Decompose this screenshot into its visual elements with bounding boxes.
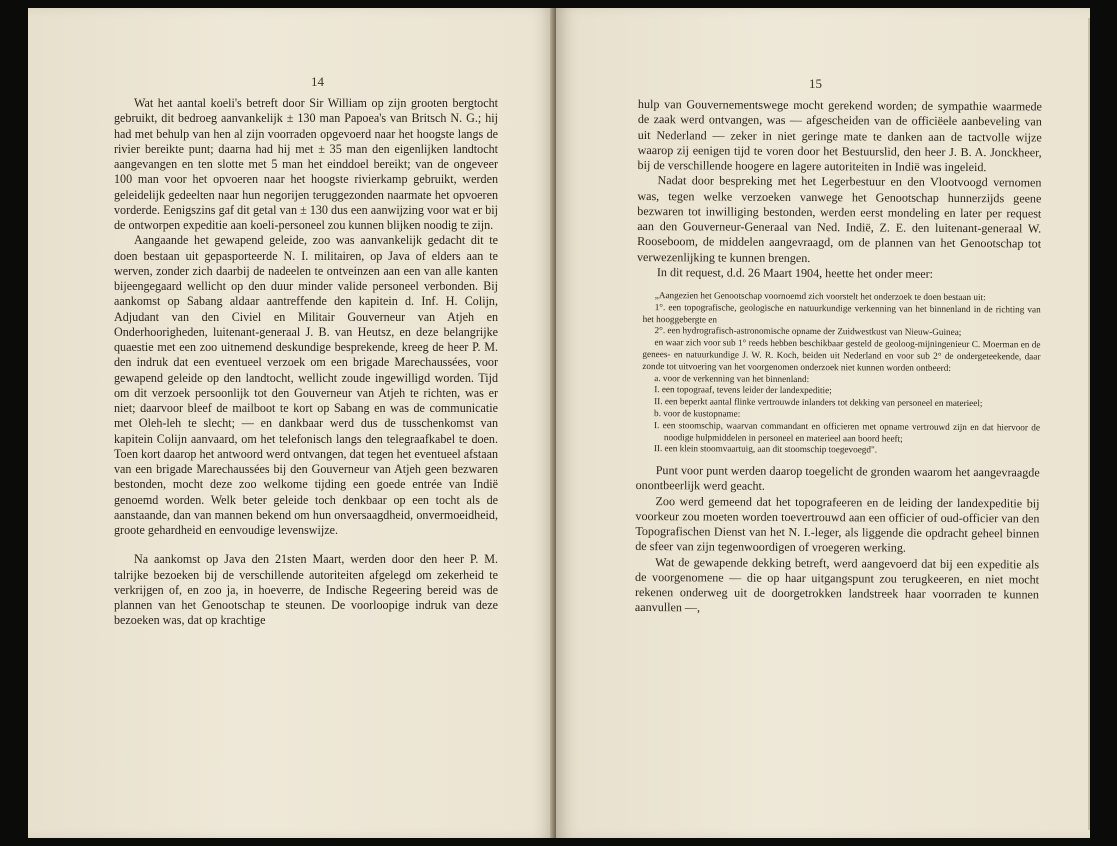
right-page-body [635, 97, 1042, 618]
quote-line: I. een stoomschip, waarvan commandant en officieren met opname vertrouwd zijn en dat hiervoor de noodige hulpmiddelen in personeel en materieel aan boord heeft; [653, 419, 1041, 444]
quote-line: a. voor de verkenning van het binnenland: [654, 372, 810, 384]
quote-line: „Aangezien het Genootschap voornoemd zich voorstelt het onderzoek te doen bestaan uit: [654, 290, 986, 303]
paragraph: Nadat door bespreking met het Legerbestuur en den Vlootvoogd vernomen was, tegen welke verzoeken vanwege het Genootschap hunnerzijds geene bezwaren tot inwilliging bestonden, werden eerst mondeling en later per request aan den Gouverneur-Generaal van Ned. Indië, Z. E. den luitenant-generaal W. Rooseboom, de middelen aangevraagd, om de plannen van het Genootschap tot verwezenlijking te kunnen brengen. [636, 173, 1042, 265]
quote-line: 1°. een topografische, geologische en natuurkundige verkenning van het binnenland in de richting van het hooggebergte en [642, 301, 1041, 325]
left-page-body [114, 96, 498, 629]
paragraph: Wat de gewapende dekking betreft, werd aangevoerd dat bij een expeditie als de voorgenomene — die op haar uitgangspunt zou terugkeeren, en niet mocht rekenen onderweg uit de doorgetrokken landstreek haar voorraden te kunnen aanvullen —, [634, 554, 1040, 615]
paragraph: In dit request, d.d. 26 Maart 1904, heette het onder meer: [656, 264, 934, 281]
quote-line: I. een topograaf, tevens leider der landexpeditie; [654, 384, 832, 396]
page-number-right: 15 [809, 76, 822, 91]
book-spread [28, 8, 1090, 838]
quote-line: 2°. een hydrografisch-astronomische opname der Zuidwestkust van Nieuw-Guinea; [654, 325, 962, 338]
paragraph: Wat het aantal koeli's betreft door Sir William op zijn grooten bergtocht gebruikt, dit bedroeg aanvankelijk ± 130 man Papoea's van Britsch N. G.; hij had met behulp van hen al zijn voorraden opgevoerd naar het hoogste langs de rivier bereikte punt; daarna had hij met ± 35 man den eigenlijken landtocht aangevangen en ten slotte met 5 man het einddoel bereikt; van de ongeveer 100 man voor het opvoeren naar het hoogste rivierkamp gebruikt, werden geleidelijk gedeelten naar hun negorijen teruggezonden naarmate het opvoeren vorderde. Eenigszins gaf dit getal van ± 130 dus een aanwijzing voor wat er bij de ontworpen expeditie aan koeli-personeel zou kunnen blijken noodig te zijn. [114, 96, 498, 232]
right-page [556, 8, 1090, 838]
paragraph: Zoo werd gemeend dat het topografeeren en de leiding der landexpeditie bij voorkeur zou moeten worden toevertrouwd aan een officier of oud-officier van den Topografischen Dienst van het N. I.-leger, als liggende die opdracht geheel binnen de sfeer van zijn tegenwoordigen of vroegeren werking. [635, 493, 1040, 556]
quote-line: en waar zich voor sub 1° reeds hebben beschikbaar gesteld de geoloog-mijningenieur C. Moerman en de genees- en natuurkundige J. W. R. Koch, beiden uit Nederland en voor sub 2° de ondergeteekende, daar zonde tot uitvoering van het voorgenomen onderzoek niet kunnen worden ontbeerd: [642, 337, 1041, 373]
request-quotation [642, 290, 1041, 458]
page-number-left: 14 [311, 74, 324, 89]
paragraph: Punt voor punt werden daarop toegelicht de gronden waarom het aangevraagde onontbeerlijk werd geacht. [635, 463, 1040, 494]
page-edge [1088, 18, 1090, 830]
paragraph: Na aankomst op Java den 21sten Maart, werden door den heer P. M. talrijke bezoeken bij de verschillende autoriteiten afgelegd om zekerheid te verkrijgen of, en zoo ja, in hoeverre, de Indische Regeering bereid was de plannen van het Genootschap te steunen. De voorloopige indruk van deze bezoeken was, dat op krachtige [114, 552, 498, 628]
paragraph: hulp van Gouvernementswege mocht gerekend worden; de sympathie waarmede de zaak werd ontvangen, was — afgescheiden van de officiëele aanbeveling van uit Nederland — zeker in niet geringe mate te danken aan de tactvolle wijze waarop zij eenigen tijd te voren door het Bestuurslid, den heer J. B. A. Jonckheer, bij de verschillende hoogere en lagere autoriteiten in Indië was ingeleid. [637, 97, 1042, 175]
quote-line: b. voor de kustopname: [654, 408, 741, 419]
paragraph: Aangaande het gewapend geleide, zoo was aanvankelijk gedacht dit te doen bestaan uit gepasporteerde N. I. militairen, op Java of elders aan te werven, zonder zich daarbij de nadeelen te ontveinzen aan een van alle kanten bijeengegaard wellicht op den duur minder valide personeel verbonden. Bij aankomst op Sabang aldaar aantreffende den kapitein d. Inf. H. Colijn, Adjudant van den Civiel en Militair Gouverneur van Atjeh en Onderhoorigheden, luitenant-generaal J. B. van Heutsz, en deze belangrijke quaestie met een zoo uitnemend deskundige besprekende, kreeg de heer P. M. den indruk dat een eventueel verzoek om een brigade Marechaussées, voor gewapend geleide op den landtocht, wellicht zoude ingewilligd worden. Tijd om dit verzoek persoonlijk tot den Gouverneur van Atjeh te richten, was er niet; daarvoor bleef de mailboot te kort op Sabang en was de communicatie met Oleh-leh te slecht; — en dankbaar werd dus de tusschenkomst van kapitein Colijn aanvaard, om het telefonisch langs den telegraafkabel te doen. Toen kort daarop het antwoord werd ontvangen, dat tegen het eventueel afstaan van een brigade Marechaussées bij den Gouverneur van Atjeh geen bezwaren bestonden, mocht deze zoo welkome tijding een goede entrée van Indië genoemd worden. Welk beter geleide toch denkbaar op een tocht als de aanstaande, dan van mannen bekend om hun onversaagdheid, onvermoeidheid, groote gehardheid en eenvoudige levenswijze. [114, 233, 498, 537]
left-page [28, 8, 554, 838]
quote-line: II. een beperkt aantal flinke vertrouwde inlanders tot dekking van personeel en materieel; [654, 396, 983, 409]
quote-line: II. een klein stoomvaartuig, aan dit stoomschip toegevoegd". [653, 443, 878, 455]
